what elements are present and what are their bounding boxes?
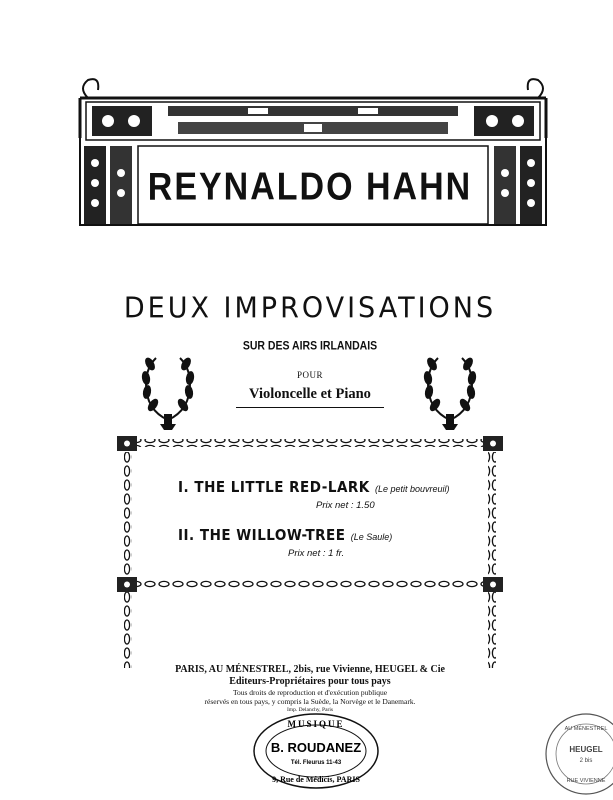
piece-1-numeral: I. <box>178 478 190 496</box>
piece-2-name: THE WILLOW-TREE <box>199 526 346 544</box>
stamp-top: MUSIQUE <box>287 719 345 729</box>
stamp-name: B. ROUDANEZ <box>270 740 362 755</box>
piece-1-name: THE LITTLE RED-LARK <box>194 478 370 496</box>
publisher-block <box>150 664 470 713</box>
piece-2-title <box>178 526 392 544</box>
laurel-wreath-right-icon <box>420 350 480 430</box>
work-subtitle: SUR DES AIRS IRLANDAIS <box>242 339 378 353</box>
dealer-stamp <box>252 712 380 790</box>
publisher-stamp-line-1: AU MÉNESTREL <box>564 726 608 732</box>
publisher-stamp-line-4: RUE VIVIENNE <box>566 778 606 784</box>
laurel-wreath-left-icon <box>138 350 198 430</box>
stamp-address: 9, Rue de Médicis, PARIS <box>272 775 360 784</box>
composer-name: REYNALDO HAHN <box>147 165 473 209</box>
publisher-line-2: Editeurs-Propriétaires pour tous pays <box>229 676 391 687</box>
instrumentation-underline <box>236 407 384 408</box>
pour-label: POUR <box>296 370 323 380</box>
work-title: DEUX IMPROVISATIONS <box>123 292 497 325</box>
piece-1-french-title: (Le petit bouvreuil) <box>374 484 450 494</box>
piece-2-price: Prix net : 1 fr. <box>288 548 345 559</box>
stamp-phone: Tél. Fleurus 11-43 <box>290 760 342 766</box>
instrumentation: Violoncelle et Piano <box>249 386 371 402</box>
publisher-line-1: PARIS, AU MÉNESTREL, 2bis, rue Vivienne, HEUGEL & Cie <box>175 664 445 675</box>
piece-1-title <box>178 478 450 496</box>
publisher-stamp-line-2: HEUGEL <box>569 745 603 754</box>
printer-line: Imp. Delanchy, Paris <box>286 707 334 713</box>
piece-1-price: Prix net : 1.50 <box>316 500 375 511</box>
publisher-stamp-line-3: 2 bis <box>579 758 593 764</box>
publisher-stamp <box>538 708 613 800</box>
piece-2-french-title: (Le Saule) <box>350 532 393 542</box>
publisher-line-3: Tous droits de reproduction et d'exécution publique <box>232 688 388 697</box>
piece-2-numeral: II. <box>178 526 195 544</box>
publisher-line-4: réservés en tous pays, y compris la Suède, la Norvège et le Danemark. <box>204 697 416 706</box>
